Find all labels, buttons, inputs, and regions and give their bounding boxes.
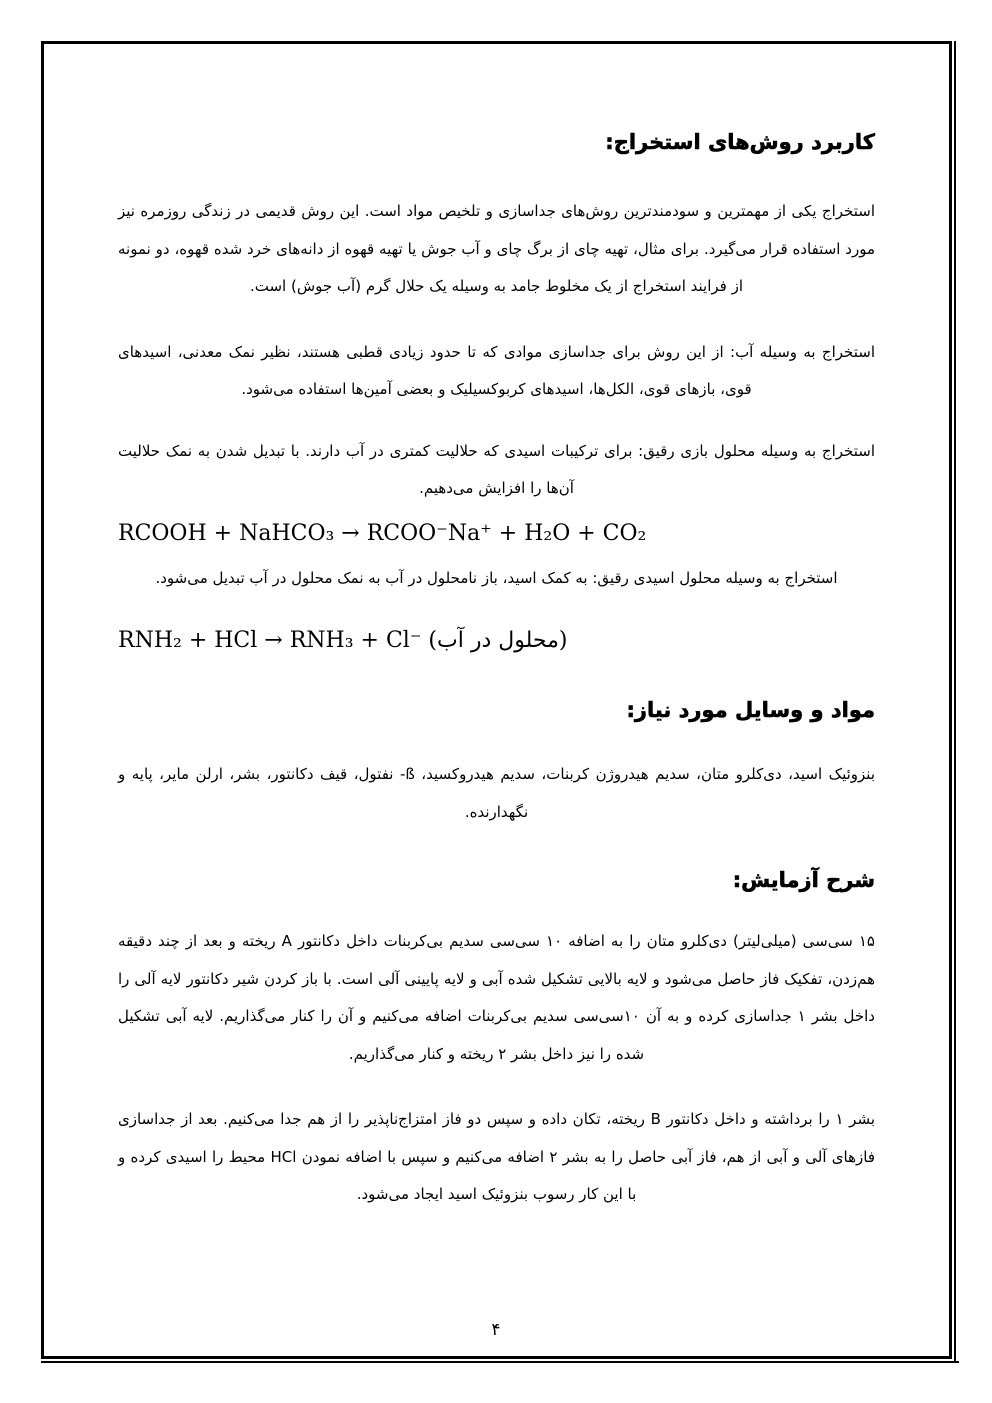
paragraph-dilute-base-extraction: استخراج به وسیله محلول بازی رقیق: برای ترکیبات اسیدی که حلالیت کمتری در آب دارند. با تبدیل شدن به نمک حلالیت آن‌ها را افزایش می‌دهیم.	[118, 441, 875, 497]
paragraph-extraction-intro: استخراج یکی از مهمترین و سودمندترین روش‌های جداسازی و تلخیص مواد است. این روش قدیمی در زندگی روزمره نیز مورد استفاده قرار می‌گیرد. برای مثال، تهیه چای از برگ چای و آب جوش یا تهیه قهوه از دانه‌های خرد شده قهوه، دو نمونه از فرایند استخراج از یک مخلوط جامد به وسیله یک حلال گرم (آب جوش) است.	[118, 202, 875, 295]
equation-amine-hcl: RNH₂ + HCl → RNH₃ + Cl⁻ (محلول در آب)	[118, 628, 568, 653]
equation-carboxylic-acid-bicarbonate: RCOOH + NaHCO₃ → RCOO⁻Na⁺ + H₂O + CO₂	[118, 520, 647, 546]
page-number: ۴	[491, 1320, 501, 1340]
paragraph-procedure-step1: ۱۵ سی‌سی (میلی‌لیتر) دی‌کلرو متان را به اضافه ۱۰ سی‌سی سدیم بی‌کربنات داخل دکانتور A ریخته و بعد از چند دقیقه هم‌زدن، تفکیک فاز حاصل می‌شود و لایه بالایی تشکیل شده آبی و لایه پایینی آلی است. با باز کردن شیر دکانتور لایه آلی را داخل بشر ۱ جداسازی کرده و به آن ۱۰سی‌سی سدیم بی‌کربنات اضافه می‌کنیم و آن را کنار می‌گذاریم. لایه آبی تشکیل شده را نیز داخل بشر ۲ ریخته و کنار می‌گذاریم.	[118, 932, 875, 1063]
paragraph-procedure-step2: بشر ۱ را برداشته و داخل دکانتور B ریخته، تکان داده و سپس دو فاز امتزاج‌ناپذیر را از هم جدا می‌کنیم. بعد از جداسازی فازهای آلی و آبی از هم، فاز آبی حاصل را به بشر ۲ اضافه می‌کنیم و سپس با اضافه نمودن HCl محیط را اسیدی کرده و با این کار رسوب بنزوئیک اسید ایجاد می‌شود.	[118, 1110, 876, 1203]
heading-extraction-applications: کاربرد روش‌های استخراج:	[605, 130, 875, 154]
paragraph-materials-list: بنزوئیک اسید، دی‌کلرو متان، سدیم هیدروژن کربنات، سدیم هیدروکسید، ß- نفتول، قیف دکانتور، بشر، ارلن مایر، پایه و نگهدارنده.	[118, 765, 875, 821]
paragraph-water-extraction: استخراج به وسیله آب: از این روش برای جداسازی موادی که تا حدود زیادی قطبی هستند، نظیر نمک معدنی، اسیدهای قوی، بازهای قوی، الکل‌ها، اسیدهای کربوکسیلیک و بعضی آمین‌ها استفاده می‌شود.	[118, 342, 875, 398]
paragraph-dilute-acid-extraction: استخراج به وسیله محلول اسیدی رقیق: به کمک اسید، باز نامحلول در آب به نمک محلول در آب تبدیل می‌شود.	[155, 568, 838, 587]
heading-procedure: شرح آزمایش:	[732, 868, 875, 892]
heading-materials: مواد و وسایل مورد نیاز:	[626, 698, 875, 722]
document-content	[118, 0, 875, 1214]
